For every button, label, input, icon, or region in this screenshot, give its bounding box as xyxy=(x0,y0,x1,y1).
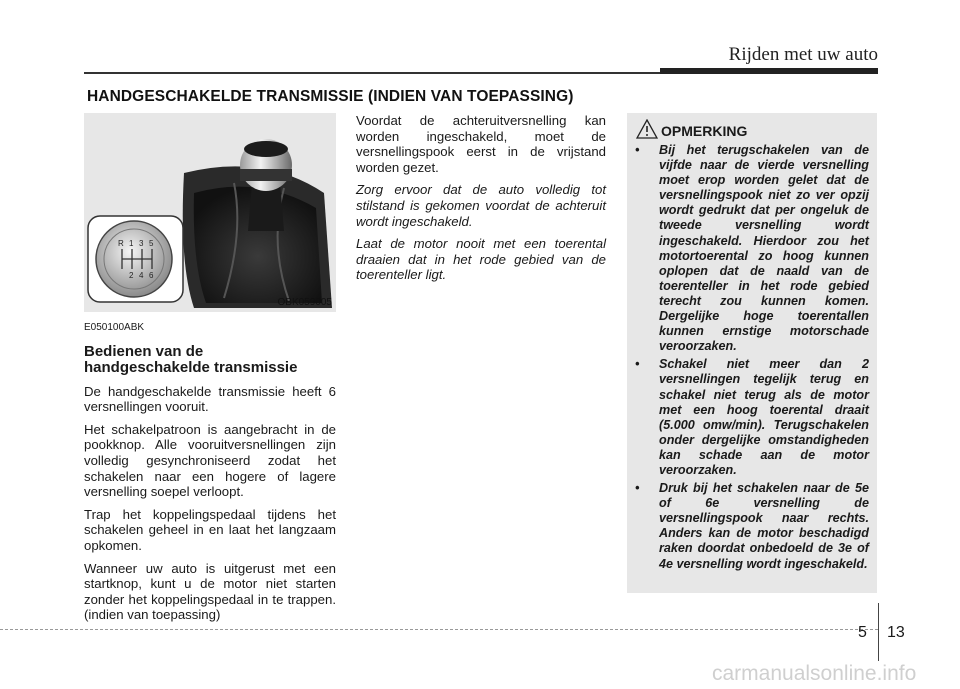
figure-code: OBK059005 xyxy=(277,297,332,308)
paragraph: Wanneer uw auto is uitgerust met een startknop, kunt u de motor niet starten zonder het koppelingspedaal in te trappen. (indien van toepassing) xyxy=(84,560,336,623)
paragraph-italic: Laat de motor nooit met een toerental draaien dat in het rode gebied van de toerenteller ligt. xyxy=(356,236,606,283)
header-rule-accent xyxy=(660,68,878,74)
subsection-heading-line2: handgeschakelde transmissie xyxy=(84,358,298,376)
note-title: OPMERKING xyxy=(661,123,748,139)
bullet-icon: • xyxy=(635,481,640,496)
note-item xyxy=(635,481,869,572)
paragraph: Trap het koppelingspedaal tijdens het schakelen geheel in en laat het langzaam opkomen. xyxy=(84,506,336,553)
bullet-icon: • xyxy=(635,357,640,372)
paragraph: De handgeschakelde transmissie heeft 6 versnellingen vooruit. xyxy=(84,383,336,415)
pattern-label-r: R xyxy=(118,239,124,248)
note-item-text: Bij het terugschakelen van de vijfde naar de vierde versnelling moet erop worden gelet dat de versnellingspook niet zo ver opzij wordt gedrukt dat per ongeluk de tweede versnelling wordt ingeschakeld. Hierdoor zou het motortoerental zo hoog kunnen oplopen dat de naald van de toerenteller in het rode gebied terecht zou kunnen komen. Dergelijke hoge toerentallen kunnen ernstige motorschade veroorzaken. xyxy=(659,143,869,354)
subsection-heading xyxy=(84,344,336,376)
pattern-label-4: 4 xyxy=(139,271,144,280)
pattern-label-2: 2 xyxy=(129,271,134,280)
note-box xyxy=(627,113,877,593)
watermark: carmanualsonline.info xyxy=(712,662,917,685)
column-middle xyxy=(356,113,606,290)
header-title: Rijden met uw auto xyxy=(728,44,878,65)
paragraph: Voordat de achteruitversnelling kan worden ingeschakeld, moet de versnellingspook eerst in de vrijstand worden gezet. xyxy=(356,113,606,175)
gear-knob-figure xyxy=(84,113,336,312)
chapter-number: 5 xyxy=(858,624,867,641)
column-left xyxy=(84,320,336,630)
pattern-label-1: 1 xyxy=(129,239,134,248)
footer-rule xyxy=(0,629,878,630)
pattern-label-5: 5 xyxy=(149,239,154,248)
note-item xyxy=(635,357,869,478)
paragraph: Het schakelpatroon is aangebracht in de pookknop. Alle vooruitversnellingen zijn volledig gesynchroniseerd zodat het schakelen naar een hogere of lagere versnelling soepel verloopt. xyxy=(84,421,336,500)
header-rule xyxy=(84,72,660,74)
gear-knob-illustration xyxy=(84,113,336,312)
warning-icon xyxy=(636,119,658,139)
subsection-heading-line1: Bedienen van de xyxy=(84,342,204,360)
page-number: 13 xyxy=(887,624,905,641)
note-item-text: Schakel niet meer dan 2 versnellingen tegelijk terug en schakel niet terug als de motor met een hoog toerental draait (5.000 omw/min). Terugschakelen onder dergelijke omstandigheden kan schade aan de motor veroorzaken. xyxy=(659,357,869,477)
section-code: E050100ABK xyxy=(84,322,145,333)
note-item xyxy=(635,143,869,354)
page-number-separator xyxy=(878,603,879,661)
pattern-label-3: 3 xyxy=(139,239,144,248)
pattern-label-6: 6 xyxy=(149,271,154,280)
section-title: HANDGESCHAKELDE TRANSMISSIE (INDIEN VAN TOEPASSING) xyxy=(87,88,574,105)
note-list xyxy=(635,143,869,575)
note-item-text: Druk bij het schakelen naar de 5e of 6e versnelling de versnellingspook naar rechts. Anders kan de motor beschadigd raken doordat onbedoeld de 3e of 4e versnelling wordt ingeschakeld. xyxy=(659,481,869,571)
bullet-icon: • xyxy=(635,143,640,157)
paragraph-italic: Zorg ervoor dat de auto volledig tot stilstand is gekomen voordat de achteruit wordt ingeschakeld. xyxy=(356,182,606,229)
